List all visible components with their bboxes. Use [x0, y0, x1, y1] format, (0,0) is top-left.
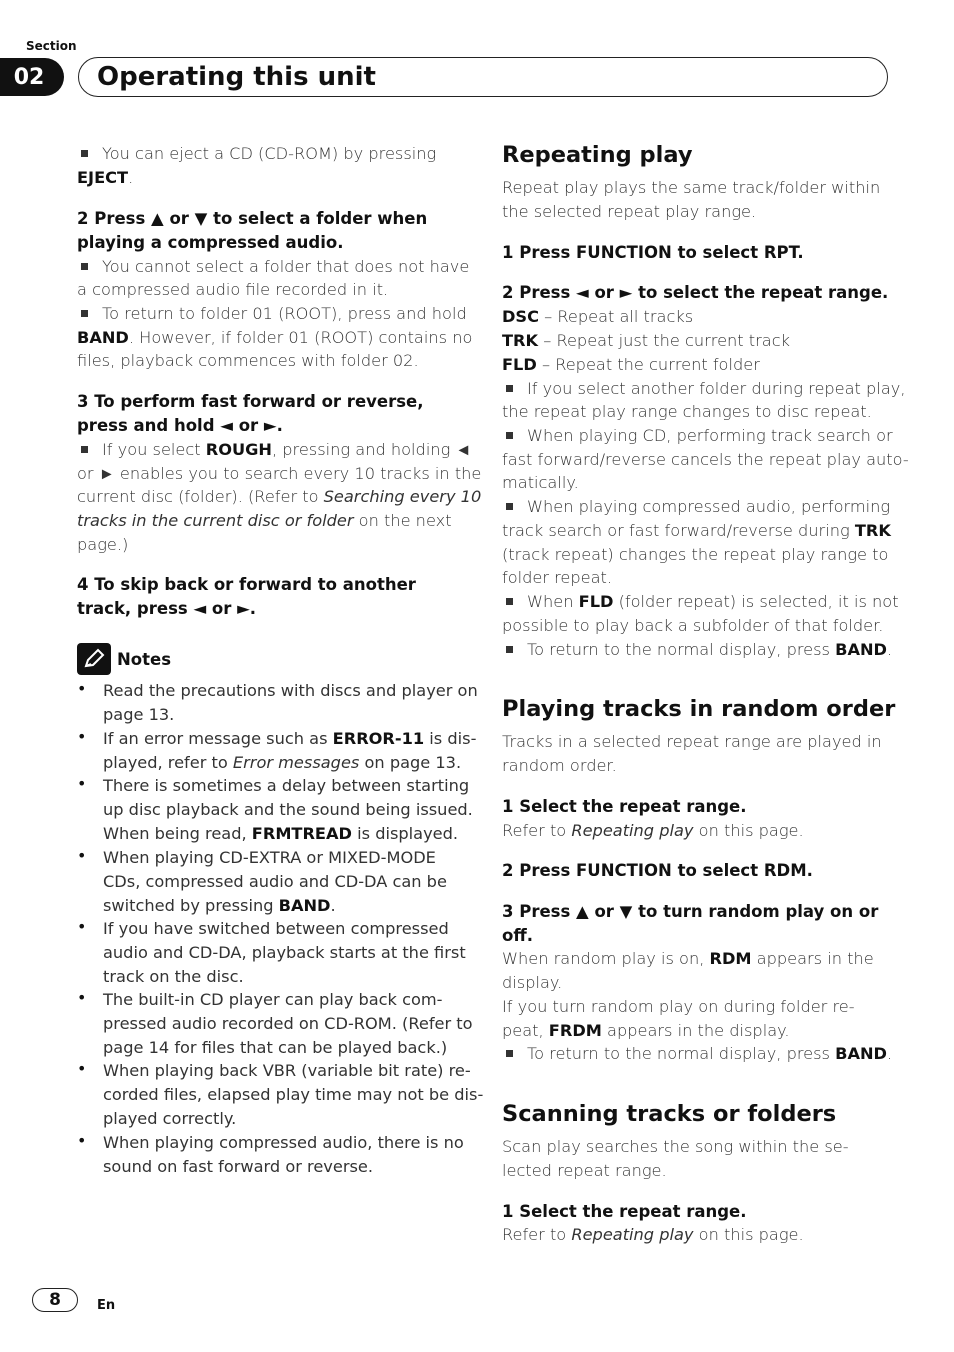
eject-note: [77, 142, 436, 166]
range-trk: [502, 329, 790, 353]
step-4-heading-cont: track, press ◄ or ►.: [77, 599, 257, 618]
text: switched by pressing BAND.: [103, 896, 336, 915]
range-key: TRK: [854, 521, 891, 540]
notes-header: [77, 643, 171, 675]
text: When playing compressed audio, there is no: [103, 1133, 464, 1152]
text: audio and CD-DA, playback starts at the first: [103, 943, 466, 962]
page-title-box: [78, 57, 888, 97]
repeat-step-2: 2 Press ◄ or ► to select the repeat range.: [502, 283, 889, 302]
step-3-note-line-5: page.): [77, 535, 129, 554]
text: You cannot select a folder that does not have: [102, 257, 470, 276]
random-step-3-cont: off.: [502, 926, 533, 945]
random-para-1: [502, 947, 874, 971]
text: , pressing and holding ◄: [271, 440, 472, 459]
range-key: FLD: [578, 592, 614, 611]
text: corded files, elapsed play time may not be dis-: [103, 1085, 484, 1104]
notes-label: Notes: [117, 649, 172, 669]
bullet-dot-icon: •: [77, 774, 87, 793]
page-number: 8: [32, 1288, 78, 1312]
eject-note-cont: EJECT.: [77, 168, 134, 187]
key-band: BAND: [278, 896, 331, 915]
text: on this page.: [693, 1225, 804, 1244]
text: . However, if folder 01 (ROOT) contains no: [128, 328, 473, 347]
bullet-square-icon: [506, 1050, 513, 1057]
scan-intro-2: lected repeat range.: [502, 1161, 667, 1180]
text: When: [527, 592, 579, 611]
repeat-note-1-cont: the repeat play range changes to disc repeat.: [502, 402, 872, 421]
range-key: TRK: [502, 331, 539, 350]
display-text: FRDM: [548, 1021, 602, 1040]
text: When playing CD-EXTRA or MIXED-MODE: [103, 848, 436, 867]
cross-reference: Error messages: [232, 753, 360, 772]
bullet-square-icon: [506, 503, 513, 510]
language-code: En: [97, 1298, 116, 1313]
section-label: Section: [26, 39, 77, 53]
scan-step-1: 1 Select the repeat range.: [502, 1202, 747, 1221]
step-3-note-line-4: [77, 509, 452, 533]
bullet-dot-icon: •: [77, 727, 87, 746]
range-fld: [502, 353, 760, 377]
step-4-heading: 4 To skip back or forward to another: [77, 575, 416, 594]
text: page 13.: [103, 705, 175, 724]
text: appears in the display.: [601, 1021, 790, 1040]
text: [103, 751, 461, 775]
scan-step-1-text: [502, 1223, 804, 1247]
bullet-square-icon: [506, 646, 513, 653]
section-number-badge: 02: [0, 58, 64, 96]
text: When being read,: [103, 824, 252, 843]
step-2-heading: 2 Press ▲ or ▼ to select a folder when: [77, 209, 428, 228]
text: pressed audio recorded on CD-ROM. (Refer to: [103, 1014, 473, 1033]
random-intro-2: random order.: [502, 756, 617, 775]
repeat-note-2-cont: fast forward/reverse cancels the repeat play auto-: [502, 450, 909, 469]
key-band: BAND: [835, 1044, 887, 1063]
text: peat,: [502, 1021, 549, 1040]
random-step-2: 2 Press FUNCTION to select RDM.: [502, 861, 813, 880]
text: To return to the normal display, press: [527, 640, 836, 659]
text: CDs, compressed audio and CD-DA can be: [103, 872, 447, 891]
repeat-intro-2: the selected repeat play range.: [502, 202, 757, 221]
text: Refer to: [502, 821, 572, 840]
text: If you select another folder during repeat play,: [527, 379, 906, 398]
heading-random-order: Playing tracks in random order: [502, 696, 896, 722]
page-title: Operating this unit: [97, 62, 376, 92]
text: Read the precautions with discs and player on: [103, 681, 478, 700]
step-2-note-1: [77, 255, 469, 279]
text: When random play is on,: [502, 949, 710, 968]
bullet-dot-icon: •: [77, 846, 87, 865]
random-intro-1: Tracks in a selected repeat range are played in: [502, 732, 882, 751]
random-para-1-cont: display.: [502, 973, 563, 992]
random-step-3: 3 Press ▲ or ▼ to turn random play on or: [502, 902, 879, 921]
random-step-1-text: [502, 819, 804, 843]
text: If you select: [102, 440, 206, 459]
text: appears in the: [751, 949, 874, 968]
range-dsc: [502, 305, 693, 329]
bullet-dot-icon: •: [77, 1059, 87, 1078]
text: – Repeat all tracks: [538, 307, 694, 326]
text: on the next: [353, 511, 452, 530]
text: The built-in CD player can play back com-: [103, 990, 443, 1009]
text: page 14 for files that can be played back.): [103, 1038, 448, 1057]
step-2-note-1-cont: a compressed audio file recorded in it.: [77, 280, 389, 299]
step-3-note-line-2: or ► enables you to search every 10 tracks in the: [77, 464, 482, 483]
step-3-note-line-3: [77, 485, 481, 509]
bullet-square-icon: [81, 263, 88, 270]
text: When playing CD, performing track search or: [527, 426, 893, 445]
text: When playing compressed audio, performing: [527, 497, 891, 516]
text: played, refer to: [103, 753, 233, 772]
repeat-note-3-line-4: folder repeat.: [502, 568, 613, 587]
text: – Repeat the current folder: [536, 355, 760, 374]
step-2-note-2-cont: [77, 326, 472, 350]
text: – Repeat just the current track: [538, 331, 790, 350]
text: (folder repeat) is selected, it is not: [613, 592, 899, 611]
text: If you have switched between compressed: [103, 919, 449, 938]
repeat-note-2: [502, 424, 893, 448]
cross-reference: Repeating play: [571, 1225, 694, 1244]
bullet-square-icon: [81, 446, 88, 453]
text: If an error message such as: [103, 729, 333, 748]
step-3-heading: 3 To perform fast forward or reverse,: [77, 392, 424, 411]
text: [103, 727, 476, 751]
step-2-note-2-end: files, playback commences with folder 02.: [77, 351, 419, 370]
text: When playing back VBR (variable bit rate) re-: [103, 1061, 471, 1080]
text: is displayed.: [351, 824, 459, 843]
repeat-note-1: [502, 377, 905, 401]
bullet-dot-icon: •: [77, 988, 87, 1007]
repeat-note-4: [502, 590, 899, 614]
heading-repeating-play: Repeating play: [502, 142, 693, 168]
cross-reference: Searching every 10: [323, 487, 482, 506]
random-para-2: If you turn random play on during folder re-: [502, 997, 855, 1016]
bullet-square-icon: [506, 432, 513, 439]
repeat-note-4-cont: possible to play back a subfolder of that folder.: [502, 616, 884, 635]
text: track on the disc.: [103, 967, 244, 986]
random-step-1: 1 Select the repeat range.: [502, 797, 747, 816]
key-band: BAND: [835, 640, 887, 659]
display-text: RDM: [709, 949, 752, 968]
heading-scanning: Scanning tracks or folders: [502, 1101, 837, 1127]
bullet-square-icon: [81, 310, 88, 317]
repeat-step-1: 1 Press FUNCTION to select RPT.: [502, 243, 804, 262]
display-text: FRMTREAD: [251, 824, 352, 843]
random-note: To return to the normal display, press BAND.: [502, 1042, 892, 1066]
text: track search or fast forward/reverse during: [502, 521, 855, 540]
text: on this page.: [693, 821, 804, 840]
text: [103, 822, 458, 846]
repeat-note-5: To return to the normal display, press BAND.: [502, 638, 892, 662]
text: switched by pressing: [103, 896, 279, 915]
bullet-dot-icon: •: [77, 1131, 87, 1150]
bullet-square-icon: [81, 150, 88, 157]
cross-reference: Repeating play: [571, 821, 694, 840]
bullet-dot-icon: •: [77, 917, 87, 936]
bullet-square-icon: [506, 385, 513, 392]
repeat-intro-1: Repeat play plays the same track/folder within: [502, 178, 881, 197]
text: sound on fast forward or reverse.: [103, 1157, 374, 1176]
step-2-heading-cont: playing a compressed audio.: [77, 233, 344, 252]
text: up disc playback and the sound being issued.: [103, 800, 473, 819]
text: There is sometimes a delay between starting: [103, 776, 470, 795]
scan-intro-1: Scan play searches the song within the se-: [502, 1137, 849, 1156]
text: on page 13.: [359, 753, 462, 772]
bullet-square-icon: [506, 598, 513, 605]
error-code: ERROR-11: [332, 729, 425, 748]
bullet-dot-icon: •: [77, 679, 87, 698]
step-3-heading-cont: press and hold ◄ or ►.: [77, 416, 283, 435]
step-3-note: [77, 438, 471, 462]
cross-reference: tracks in the current disc or folder: [77, 511, 354, 530]
key-eject: EJECT: [77, 168, 129, 187]
text: To return to the normal display, press: [527, 1044, 836, 1063]
repeat-note-2-end: matically.: [502, 473, 579, 492]
range-key: DSC: [502, 307, 539, 326]
text: is dis-: [424, 729, 477, 748]
random-para-2-cont: [502, 1019, 790, 1043]
key-band: BAND: [77, 328, 129, 347]
range-key: FLD: [502, 355, 537, 374]
key-rough: ROUGH: [205, 440, 272, 459]
repeat-note-3-line-2: [502, 519, 891, 543]
text: current disc (folder). (Refer to: [77, 487, 324, 506]
repeat-note-3: [502, 495, 890, 519]
step-2-note-2: [77, 302, 467, 326]
notes-pencil-icon: [77, 643, 111, 675]
text: You can eject a CD (CD-ROM) by pressing: [102, 144, 437, 163]
text: Refer to: [502, 1225, 572, 1244]
repeat-note-3-line-3: (track repeat) changes the repeat play range to: [502, 545, 889, 564]
text: played correctly.: [103, 1109, 237, 1128]
text: To return to folder 01 (ROOT), press and hold: [102, 304, 467, 323]
